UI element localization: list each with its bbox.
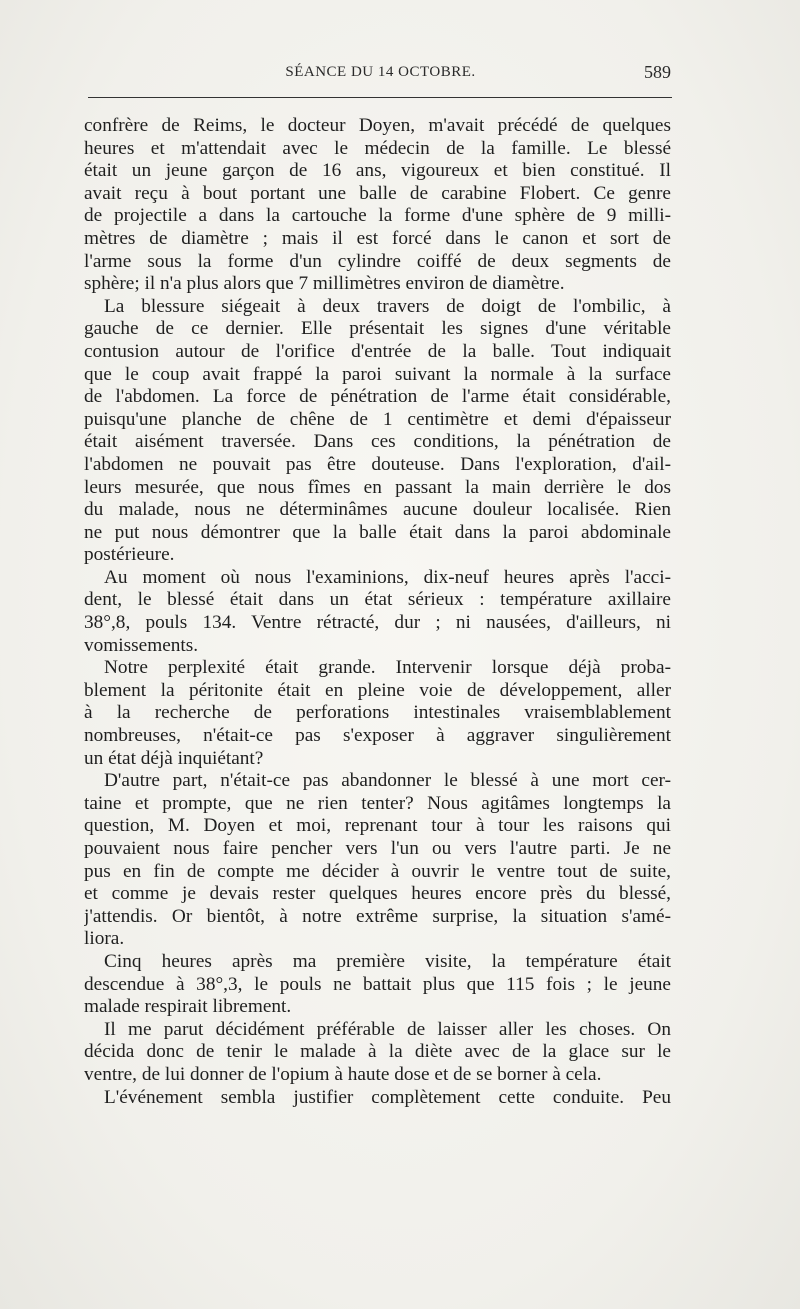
text-line: liora. — [84, 928, 125, 950]
text-line: puisqu'une planche de chêne de 1 centimètre et demi d'épaisseur — [84, 408, 671, 430]
text-line: à la recherche de perforations intestinales vraisemblablement — [84, 702, 671, 724]
text-line: Cinq heures après ma première visite, la température était — [104, 950, 671, 972]
text-line: l'arme sous la forme d'un cylindre coiffé de deux segments de — [84, 250, 671, 272]
text-line: ne put nous démontrer que la balle était dans la paroi abdominale — [84, 521, 671, 543]
text-line: j'attendis. Or bientôt, à notre extrême surprise, la situation s'amé- — [84, 905, 671, 927]
text-line: de l'abdomen. La force de pénétration de l'arme était considérable, — [84, 386, 671, 408]
text-line: ventre, de lui donner de l'opium à haute dose et de se borner à cela. — [84, 1063, 602, 1085]
text-line: 38°,8, pouls 134. Ventre rétracté, dur ; ni nausées, d'ailleurs, ni — [84, 612, 671, 634]
text-line: pus en fin de compte me décider à ouvrir le ventre tout de suite, — [84, 860, 671, 882]
text-line: question, M. Doyen et moi, reprenant tour à tour les raisons qui — [84, 815, 671, 837]
header-rule — [88, 97, 672, 98]
page-number: 589 — [644, 62, 671, 82]
text-line: et comme je devais rester quelques heures encore près du blessé, — [84, 883, 671, 905]
text-line: l'abdomen ne pouvait pas être douteuse. Dans l'exploration, d'ail- — [84, 453, 671, 475]
body-text — [84, 115, 671, 1109]
text-line: dent, le blessé était dans un état sérieux : température axillaire — [84, 589, 671, 611]
text-line: mètres de diamètre ; mais il est forcé dans le canon et sort de — [84, 227, 671, 249]
text-line: était aisément traversée. Dans ces conditions, la pénétration de — [84, 431, 671, 453]
text-line: Il me parut décidément préférable de laisser aller les choses. On — [104, 1018, 671, 1040]
text-line: que le coup avait frappé la paroi suivant la normale à la surface — [84, 363, 671, 385]
text-line: contusion autour de l'orifice d'entrée de la balle. Tout indiquait — [84, 340, 671, 362]
text-line: malade respirait librement. — [84, 996, 292, 1018]
text-line: postérieure. — [84, 544, 175, 566]
text-line: blement la péritonite était en pleine voie de développement, aller — [84, 679, 671, 701]
text-line: Au moment où nous l'examinions, dix-neuf heures après l'acci- — [104, 566, 671, 588]
text-line: Notre perplexité était grande. Intervenir lorsque déjà proba- — [104, 657, 671, 679]
text-line: L'événement sembla justifier complètement cette conduite. Peu — [104, 1086, 671, 1108]
text-line: du malade, nous ne déterminâmes aucune douleur localisée. Rien — [84, 499, 671, 521]
text-line: était un jeune garçon de 16 ans, vigoureux et bien constitué. Il — [84, 160, 671, 182]
text-line: sphère; il n'a plus alors que 7 millimètres environ de diamètre. — [84, 273, 565, 295]
text-line: gauche de ce dernier. Elle présentait les signes d'une véritable — [84, 318, 671, 340]
running-head: SÉANCE DU 14 OCTOBRE. — [285, 64, 476, 80]
text-line: vomissements. — [84, 634, 199, 656]
text-line: de projectile a dans la cartouche la forme d'une sphère de 9 milli- — [84, 205, 671, 227]
text-line: La blessure siégeait à deux travers de doigt de l'ombilic, à — [104, 295, 671, 317]
text-line: nombreuses, n'était-ce pas s'exposer à aggraver singulièrement — [84, 725, 671, 747]
text-line: un état déjà inquiétant? — [84, 747, 264, 769]
text-line: pouvaient nous faire pencher vers l'un ou vers l'autre parti. Je ne — [84, 838, 671, 859]
text-line: leurs mesurée, que nous fîmes en passant la main derrière le dos — [84, 476, 671, 498]
text-line: confrère de Reims, le docteur Doyen, m'avait précédé de quelques — [84, 115, 671, 136]
page-header — [88, 62, 673, 88]
text-line: avait reçu à bout portant une balle de carabine Flobert. Ce genre — [84, 182, 671, 204]
text-line: décida donc de tenir le malade à la diète avec de la glace sur le — [84, 1041, 671, 1063]
text-line: taine et prompte, que ne rien tenter? Nous agitâmes longtemps la — [84, 792, 671, 814]
text-line: heures et m'attendait avec le médecin de la famille. Le blessé — [84, 137, 671, 159]
text-line: descendue à 38°,3, le pouls ne battait plus que 115 fois ; le jeune — [84, 973, 671, 995]
text-line: D'autre part, n'était-ce pas abandonner le blessé à une mort cer- — [104, 770, 671, 792]
